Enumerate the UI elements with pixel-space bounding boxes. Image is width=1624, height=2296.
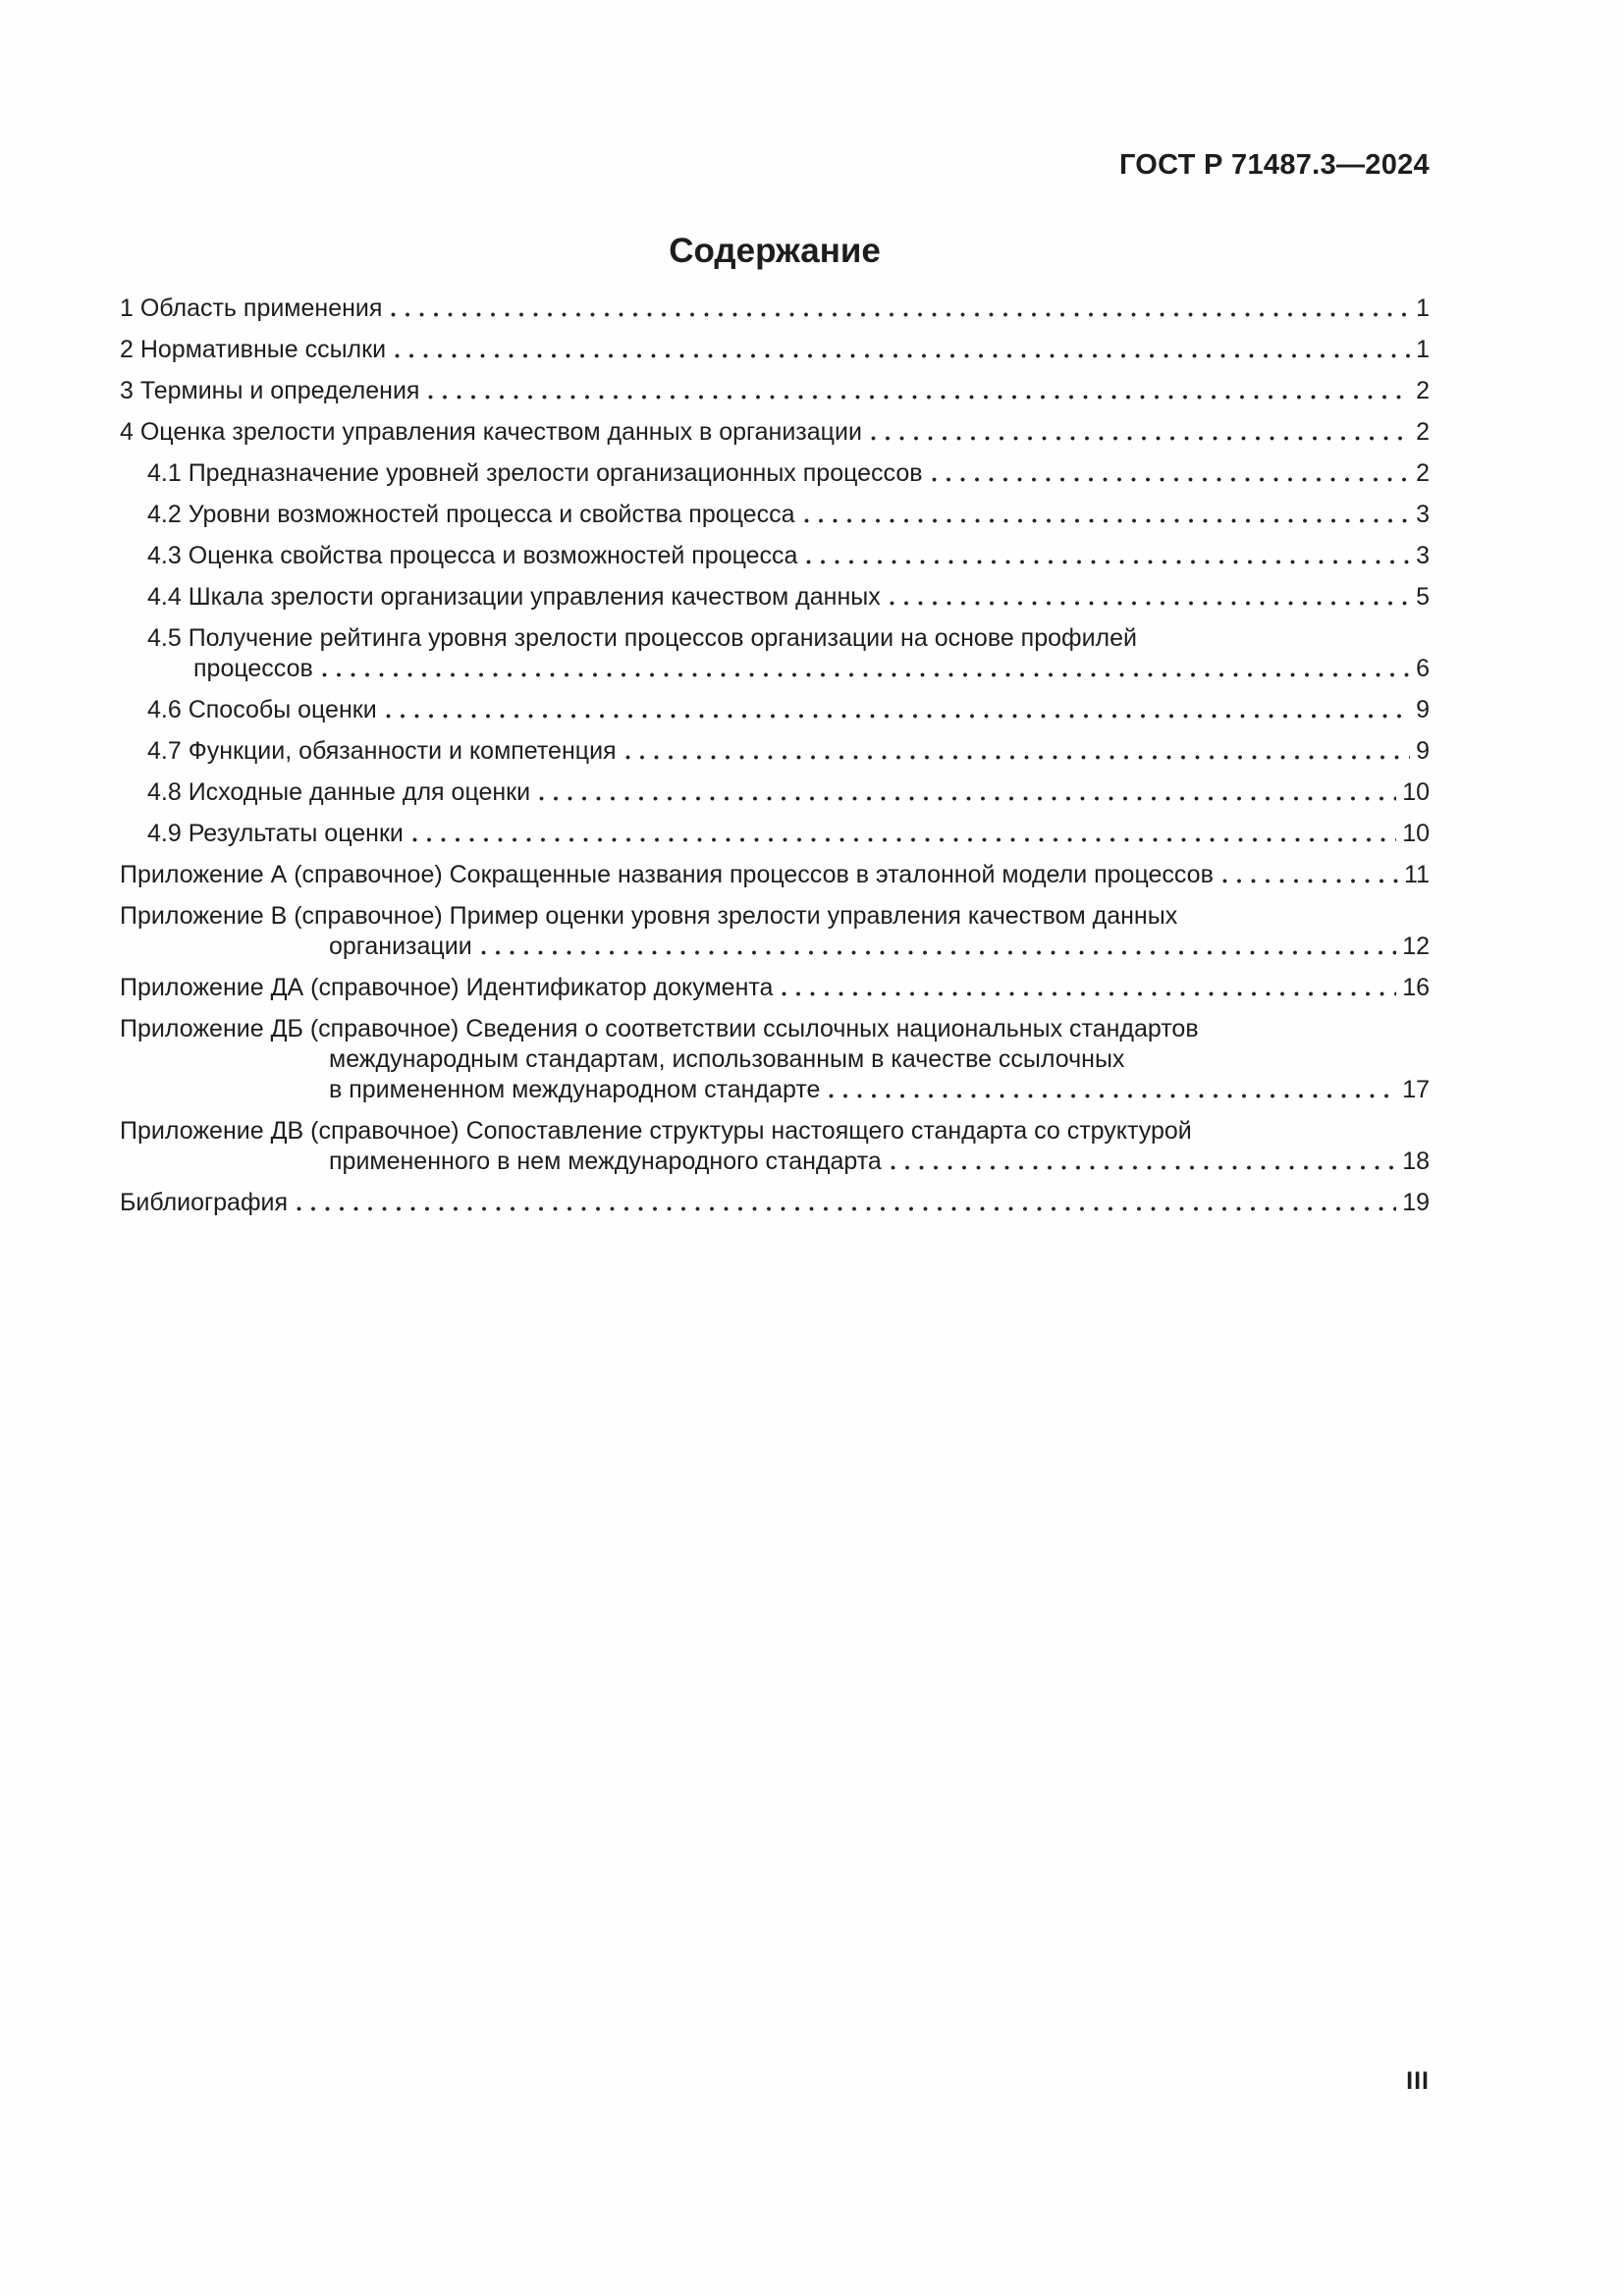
toc-row: [120, 933, 1430, 961]
toc-row: [120, 459, 1430, 488]
dot-leader: [386, 714, 1410, 719]
dot-leader: [297, 1206, 1396, 1211]
dot-leader: [871, 436, 1410, 441]
toc-row: [120, 294, 1430, 323]
toc-page-number: 10: [1402, 778, 1430, 806]
toc-page-number: 1: [1416, 294, 1430, 322]
toc-entry-text: 4.1 Предназначение уровней зрелости организационных процессов: [147, 459, 923, 487]
toc-page-number: 6: [1416, 655, 1430, 682]
toc-entry-text: 4.4 Шкала зрелости организации управления качеством данных: [147, 583, 881, 611]
toc-row: [120, 974, 1430, 1002]
dot-leader: [890, 601, 1410, 606]
toc-entry-text: Библиография: [120, 1189, 289, 1216]
dot-leader: [428, 395, 1410, 400]
dot-leader: [891, 1165, 1396, 1170]
toc-entry-text: 4.7 Функции, обязанности и компетенция: [147, 737, 617, 765]
toc-page-number: 2: [1416, 459, 1430, 487]
dot-leader: [412, 837, 1396, 842]
toc-row: [120, 501, 1430, 529]
toc-entry-text: организации: [329, 933, 472, 960]
toc-row: [120, 820, 1430, 848]
toc-list: [120, 294, 1430, 1217]
toc-page-number: 9: [1416, 696, 1430, 723]
toc-row: [120, 778, 1430, 807]
toc-page-number: 2: [1416, 418, 1430, 446]
toc-page-number: 5: [1416, 583, 1430, 611]
dot-leader: [804, 518, 1411, 523]
toc-row: [120, 861, 1430, 889]
toc-row: [120, 1148, 1430, 1176]
dot-leader: [932, 477, 1411, 482]
toc-entry-text: Приложение А (справочное) Сокращенные названия процессов в эталонной модели процессов: [120, 861, 1214, 888]
toc-entry-text: в примененном международном стандарте: [329, 1076, 821, 1103]
toc-page-number: 19: [1402, 1189, 1430, 1216]
dot-leader: [322, 672, 1410, 677]
toc-entry-text: 4.8 Исходные данные для оценки: [147, 778, 531, 806]
toc-row: [120, 542, 1430, 570]
toc-page-number: 1: [1416, 336, 1430, 363]
dot-leader: [625, 755, 1411, 760]
toc-entry-text: 4.5 Получение рейтинга уровня зрелости процессов организации на основе профилей: [147, 624, 1138, 652]
toc-entry-text: примененного в нем международного стандарта: [329, 1148, 882, 1175]
toc-row: [120, 1045, 1430, 1074]
toc-title: Содержание: [669, 232, 881, 270]
dot-leader: [539, 796, 1396, 801]
toc-row: [120, 377, 1430, 405]
dot-leader: [1222, 879, 1398, 883]
toc-row: [120, 583, 1430, 612]
toc-entry-text: Приложение ДА (справочное) Идентификатор документа: [120, 974, 774, 1001]
toc-entry-text: Приложение В (справочное) Пример оценки уровня зрелости управления качеством данных: [120, 902, 1178, 930]
dot-leader: [395, 353, 1410, 358]
toc-entry-text: 3 Термины и определения: [120, 377, 420, 404]
toc-row: [120, 1076, 1430, 1104]
toc-entry-text: 4.6 Способы оценки: [147, 696, 377, 723]
toc-page-number: 16: [1402, 974, 1430, 1001]
toc-row: [120, 737, 1430, 766]
toc-entry-text: 4.2 Уровни возможностей процесса и свойства процесса: [147, 501, 795, 528]
toc-page-number: 10: [1402, 820, 1430, 847]
toc-row: [120, 696, 1430, 724]
dot-leader: [391, 312, 1410, 317]
toc-row: [120, 902, 1430, 931]
toc-entry-text: Приложение ДВ (справочное) Сопоставление структуры настоящего стандарта со структурой: [120, 1117, 1192, 1145]
toc-entry-text: 2 Нормативные ссылки: [120, 336, 387, 363]
toc-entry-text: 4 Оценка зрелости управления качеством данных в организации: [120, 418, 862, 446]
toc-page-number: 11: [1404, 861, 1430, 888]
dot-leader: [829, 1094, 1396, 1098]
toc-row: [120, 1189, 1430, 1217]
toc-page-number: 9: [1416, 737, 1430, 765]
toc-entry-text: международным стандартам, использованным в качестве ссылочных: [329, 1045, 1125, 1073]
toc-row: [120, 418, 1430, 447]
toc-row: [120, 624, 1430, 653]
toc-page-number: 2: [1416, 377, 1430, 404]
dot-leader: [806, 560, 1410, 564]
dot-leader: [782, 991, 1396, 996]
page-number-folio: III: [1406, 2067, 1430, 2095]
toc-entry-text: процессов: [193, 655, 313, 682]
toc-row: [120, 1015, 1430, 1043]
toc-page-number: 18: [1402, 1148, 1430, 1175]
toc-page-number: 3: [1416, 501, 1430, 528]
toc-row: [120, 336, 1430, 364]
dot-leader: [481, 950, 1397, 955]
toc-page-number: 3: [1416, 542, 1430, 569]
document-code-header: ГОСТ Р 71487.3—2024: [1118, 149, 1430, 181]
toc-page-number: 12: [1402, 933, 1430, 960]
toc-entry-text: Приложение ДБ (справочное) Сведения о соответствии ссылочных национальных стандартов: [120, 1015, 1199, 1042]
toc-entry-text: 1 Область применения: [120, 294, 383, 322]
toc-entry-text: 4.9 Результаты оценки: [147, 820, 404, 847]
toc-row: [120, 1117, 1430, 1146]
toc-row: [120, 655, 1430, 683]
toc-entry-text: 4.3 Оценка свойства процесса и возможностей процесса: [147, 542, 798, 569]
toc-page-number: 17: [1402, 1076, 1430, 1103]
